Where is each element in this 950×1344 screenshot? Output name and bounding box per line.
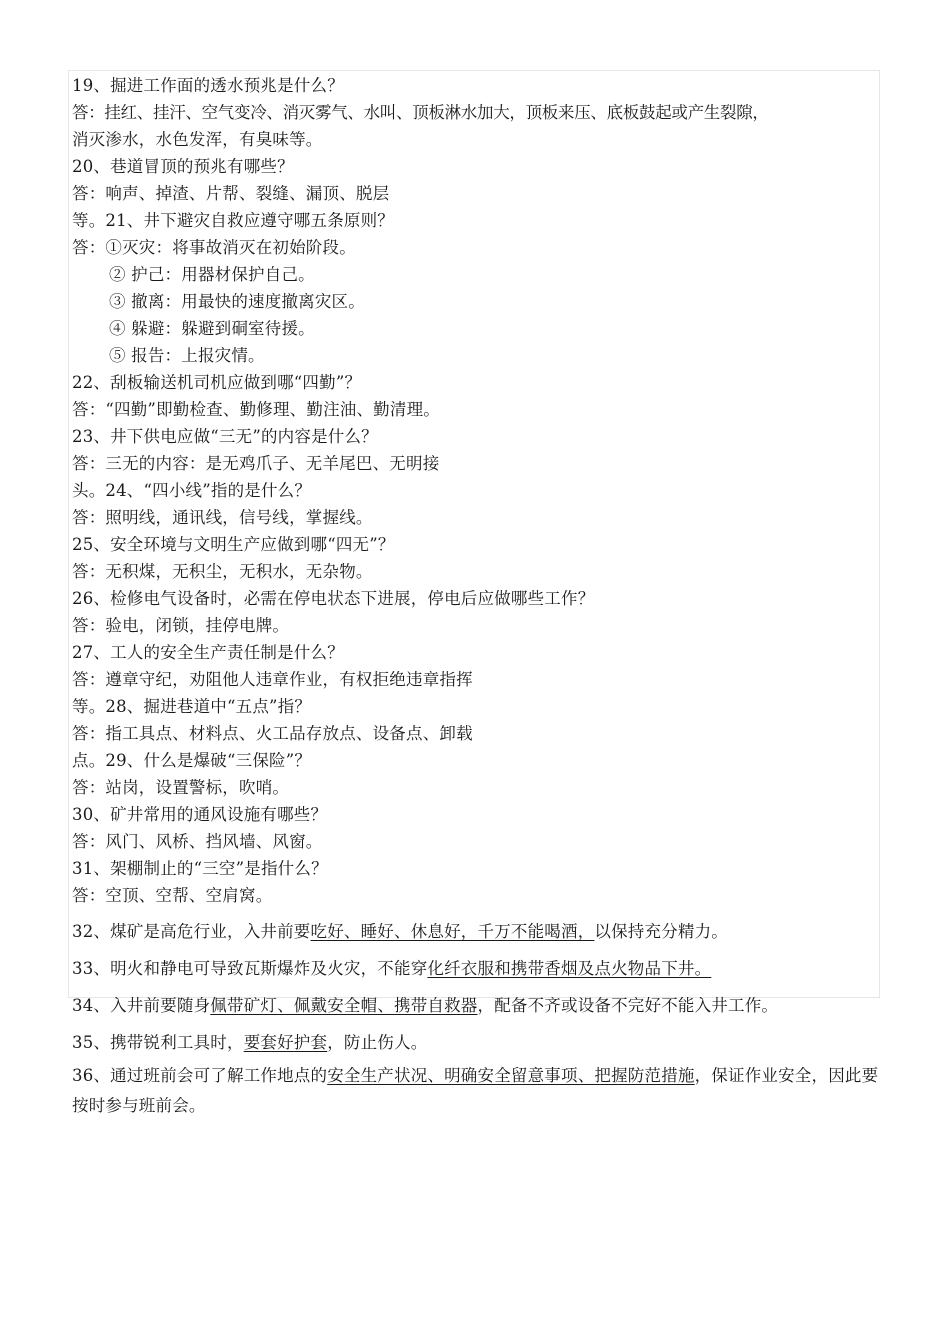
question-19: 19、掘进工作面的透水预兆是什么？ (72, 76, 344, 95)
question-20: 20、巷道冒顶的预兆有哪些？ (72, 157, 294, 176)
answer-20: 答：响声、掉渣、片帮、裂缝、漏顶、脱层 (72, 184, 390, 203)
answer-21-item-2: ② 护己：用器材保护自己。 (109, 265, 315, 284)
answer-29: 答：站岗，设置警标，吹哨。 (72, 778, 290, 797)
item-36-tail: ，保证作业安全，因此要按时参与班前会。 (72, 1066, 879, 1115)
item-34-text: 34、入井前要随身 (72, 996, 211, 1015)
item-34 (72, 987, 887, 1024)
question-30: 30、矿井常用的通风设施有哪些？ (72, 805, 328, 824)
answer-21-item-5: ⑤ 报告：上报灾情。 (109, 346, 265, 365)
question-31: 31、架棚制止的“三空”是指什么？ (72, 859, 328, 878)
item-35 (72, 1024, 887, 1061)
item-34-underlined: 佩带矿灯、佩戴安全帽、携带自救器 (210, 996, 478, 1015)
item-32 (72, 913, 887, 950)
item-35-text: 35、携带锐利工具时， (72, 1033, 244, 1052)
answer-24: 答：照明线，通讯线，信号线，掌握线。 (72, 508, 373, 527)
item-36-underlined: 安全生产状况、明确安全留意事项、把握防范措施 (327, 1066, 695, 1085)
question-29: 点。29、什么是爆破“三保险”？ (72, 751, 312, 770)
answer-23: 答：三无的内容：是无鸡爪子、无羊尾巴、无明接 (72, 454, 440, 473)
question-22: 22、刮板输送机司机应做到哪“四勤”？ (72, 373, 362, 392)
question-25: 25、安全环境与文明生产应做到哪“四无”？ (72, 535, 395, 554)
question-24: 头。24、“四小线”指的是什么？ (72, 481, 312, 500)
answer-19-line-1: 答：挂红、挂汗、空气变冷、消灭雾气、水叫、顶板淋水加大，顶板来压、底板鼓起或产生裂隙， (72, 103, 769, 122)
item-35-underlined: 要套好护套 (243, 1033, 328, 1052)
item-35-tail: ，防止伤人。 (327, 1033, 428, 1052)
document-body (72, 72, 887, 1121)
answer-26: 答：验电，闭锁，挂停电牌。 (72, 616, 290, 635)
answer-30: 答：风门、风桥、挡风墙、风窗。 (72, 832, 323, 851)
item-34-tail: ，配备不齐或设备不完好不能入井工作。 (477, 996, 779, 1015)
item-33-underlined: 化纤衣服和携带香烟及点火物品下井。 (427, 959, 712, 978)
answer-21-item-3: ③ 撤离：用最快的速度撤离灾区。 (109, 292, 365, 311)
item-36-text: 36、通过班前会可了解工作地点的 (72, 1066, 328, 1085)
question-21: 等。21、井下避灾自救应遵守哪五条原则？ (72, 211, 394, 230)
question-26: 26、检修电气设备时，必需在停电状态下进展，停电后应做哪些工作？ (72, 589, 595, 608)
item-33-text: 33、明火和静电可导致瓦斯爆炸及火灾，不能穿 (72, 959, 428, 978)
item-32-underlined: 吃好、睡好、休息好，千万不能喝酒， (310, 922, 595, 941)
answer-21-item-4: ④ 躲避：躲避到硐室待援。 (109, 319, 315, 338)
question-28: 等。28、掘进巷道中“五点”指？ (72, 697, 312, 716)
item-36 (72, 1061, 880, 1121)
answer-25: 答：无积煤，无积尘，无积水，无杂物。 (72, 562, 373, 581)
item-32-text: 32、煤矿是高危行业，入井前要 (72, 922, 311, 941)
answer-22: 答：“四勤”即勤检查、勤修理、勤注油、勤清理。 (72, 400, 440, 419)
answer-27: 答：遵章守纪，劝阻他人违章作业，有权拒绝违章指挥 (72, 670, 473, 689)
item-32-tail: 以保持充分精力。 (594, 922, 729, 941)
item-33 (72, 950, 887, 987)
question-27: 27、工人的安全生产责任制是什么？ (72, 643, 344, 662)
answer-21-item-1: 答：①灭灾：将事故消灭在初始阶段。 (72, 238, 356, 257)
answer-19-line-2: 消灭渗水，水色发浑，有臭味等。 (72, 130, 323, 149)
question-23: 23、井下供电应做“三无”的内容是什么？ (72, 427, 378, 446)
answer-28: 答：指工具点、材料点、火工品存放点、设备点、卸载 (72, 724, 473, 743)
answer-31: 答：空顶、空帮、空肩窝。 (72, 886, 273, 905)
